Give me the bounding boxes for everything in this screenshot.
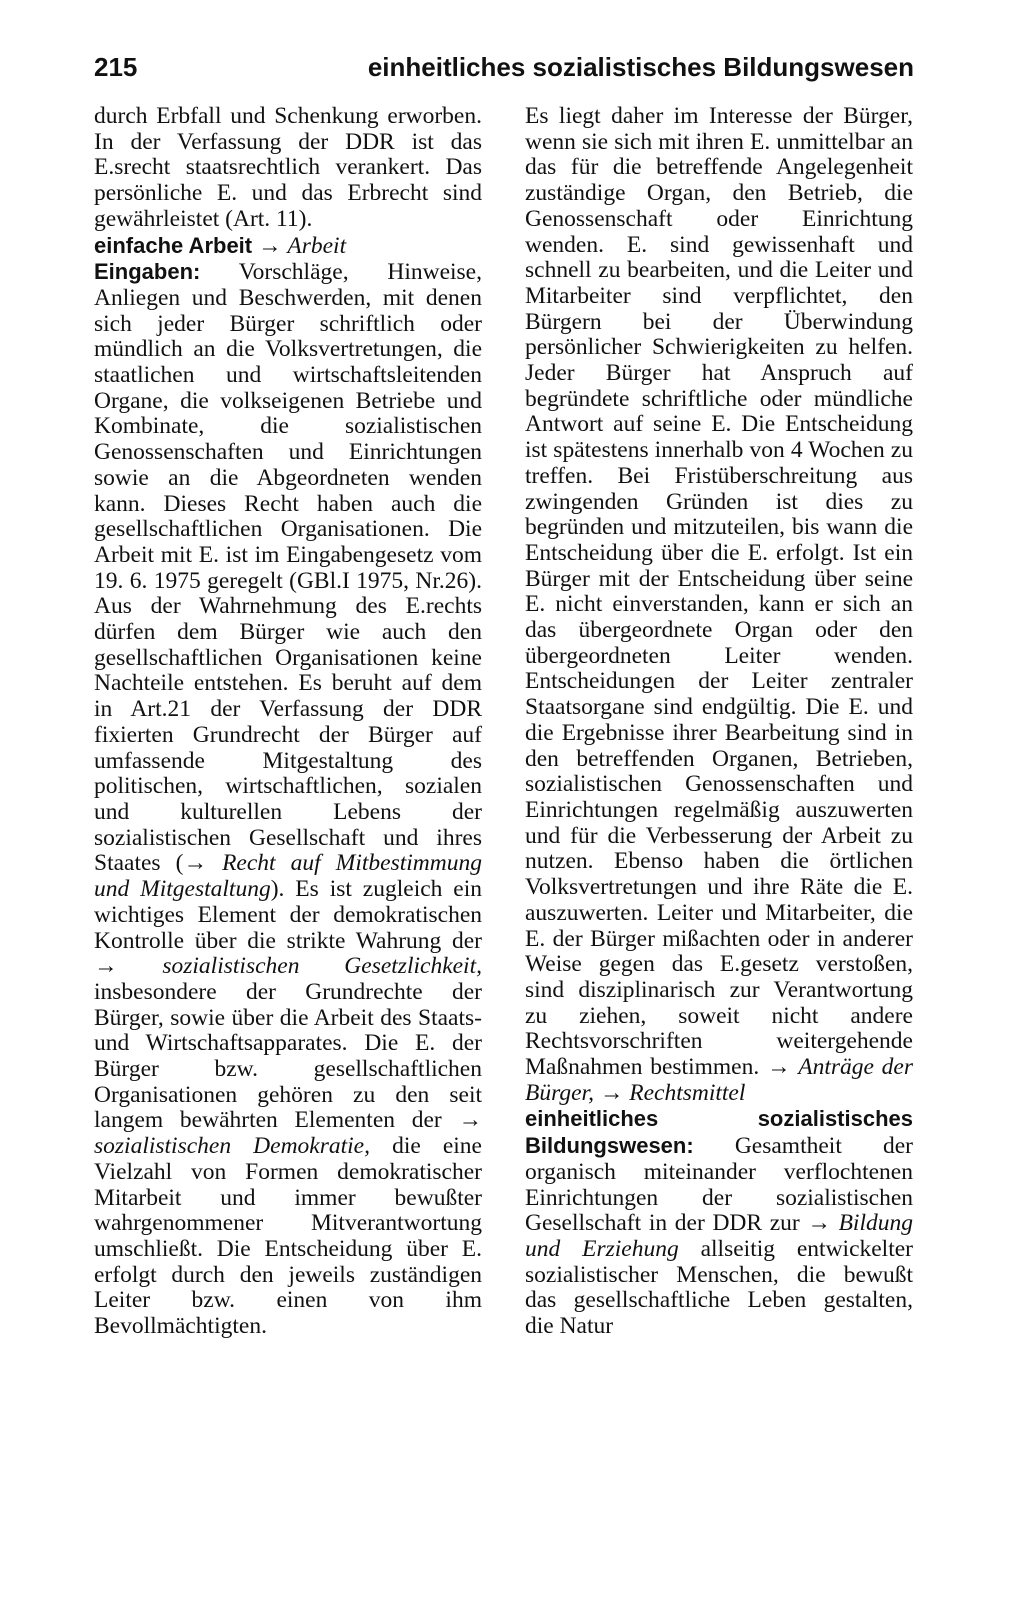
cross-reference-arrow-icon: → <box>458 1107 482 1134</box>
right-column <box>525 104 913 1340</box>
entry-text: ). Es ist zugleich ein wichtiges Element der demokratischen Kontrolle über die strikte Wahrung der <box>94 876 483 954</box>
cross-reference[interactable]: sozialistischen Demokratie, <box>94 1133 370 1160</box>
cross-reference[interactable]: Bildung und Erziehung <box>525 1210 913 1262</box>
entry-text: insbesondere der Grundrechte der Bürger, sowie über die Arbeit des Staats- und Wirtschaftsapparates. Die E. der Bürger bzw. gesellschaftlichen Organisationen gehören zu den seit langem bewährten Elementen der <box>94 978 482 1134</box>
entry-text: Gesamtheit der organisch miteinander verflochtenen Einrichtungen der sozialistischen Gesellschaft in der DDR zur <box>525 1133 913 1237</box>
page-header <box>94 52 914 92</box>
entry-text: Es liegt daher im Interesse der Bürger, wenn sie sich mit ihren E. unmittelbar an das für die betreffende Angelegenheit zuständige Organ, den Betrieb, die Genossenschaft oder Einrichtung wenden. E. sind gewissenhaft und schnell zu bearbeiten, und die Leiter und Mitarbeiter sind verpflichtet, den Bürgern bei der Überwindung persönlicher Schwierigkeiten zu helfen. Jeder Bürger hat Anspruch auf begründete schriftliche oder mündliche Antwort auf seine E. Die Entscheidung ist spätestens innerhalb von 4 Wochen zu treffen. Bei Fristüberschreitung aus zwingenden Gründen ist dies zu begründen und mitzuteilen, bis wann die Entscheidung über die E. erfolgt. Ist ein Bürger mit der Entscheidung über seine E. nicht einverstanden, kann er sich an das übergeordnete Organ oder den übergeordneten Leiter wenden. Entscheidungen der Leiter zentraler Staatsorgane sind endgültig. Die E. und die Ergebnisse ihrer Bearbeitung sind in den betreffenden Organen, Betrieben, sozialistischen Genossenschaften und Einrichtungen regelmäßig auszuwerten und für die Verbesserung der Arbeit zu nutzen. Ebenso haben die örtlichen Volksvertretungen und ihre Räte die E. auszuwerten. Leiter und Mitarbeiter, die E. der Bürger mißachten oder in anderer Weise gegen das E.gesetz verstoßen, sind disziplinarisch zur Verantwortung zu ziehen, soweit nicht andere Rechtsvorschriften weitergehende Maßnahmen bestimmen. <box>525 103 913 1081</box>
left-column <box>94 104 482 1340</box>
entry-text: allseitig entwickelter sozialistischer Menschen, die bewußt das gesellschaftliche Leben gestalten, die Natur <box>525 1235 913 1340</box>
cross-reference-arrow-icon: → <box>599 1079 630 1106</box>
cross-reference-arrow-icon: → <box>258 232 282 259</box>
entry-eingaben <box>94 259 482 1340</box>
entry-einheitliches-bildungswesen <box>525 1106 913 1339</box>
cross-reference-arrow-icon: → <box>94 953 163 980</box>
cross-reference-arrow-icon: → <box>766 1054 799 1081</box>
cross-reference[interactable]: Arbeit <box>287 232 347 259</box>
entry-lemma: einfache Arbeit <box>94 232 253 258</box>
continued-paragraph <box>525 104 913 1106</box>
entry-lemma: Eingaben: <box>94 259 201 285</box>
entry-text: die eine Vielzahl von Formen demokratischer Mitarbeit und immer bewußter wahrgenommener Mitverantwortung umschließt. Die Entscheidung über E. erfolgt durch den jeweils zuständigen Leiter bzw. einen von ihm Bevollmächtigten. <box>94 1133 482 1340</box>
page-number: 215 <box>94 52 138 82</box>
cross-reference-arrow-icon: → <box>183 850 223 877</box>
running-title: einheitliches sozialistisches Bildungswesen <box>367 52 914 82</box>
cross-reference[interactable]: Rechtsmittel <box>629 1079 746 1106</box>
entry-text: Vorschläge, Hinweise, Anliegen und Beschwerden, mit denen sich jeder Bürger schriftlich oder mündlich an die Volksvertretungen, die staatlichen und wirtschaftsleitenden Organe, die volkseigenen Betriebe und Kombinate, die sozialistischen Genossenschaften und Einrichtungen sowie an die Abgeordneten wenden kann. Dieses Recht haben auch die gesellschaftlichen Organisationen. Die Arbeit mit E. ist im Eingabengesetz vom 19. 6. 1975 geregelt (GBl.I 1975, Nr.26). Aus der Wahrnehmung des E.rechts dürfen dem Bürger wie auch den gesellschaftlichen Organisationen keine Nachteile entstehen. Es beruht auf dem in Art.21 der Verfassung der DDR fixierten Grundrecht der Bürger auf umfassende Mitgestaltung des politischen, wirtschaftlichen, sozialen und kulturellen Lebens der sozialistischen Gesellschaft und ihres Staates ( <box>94 259 482 877</box>
entry-einfache-arbeit <box>94 233 482 260</box>
entry-lemma: einheitliches sozialistisches Bildungswesen: <box>525 1106 913 1159</box>
continued-paragraph: durch Erbfall und Schenkung erworben. In der Verfassung der DDR ist das E.srecht staatsrechtlich verankert. Das persönliche E. und das Erbrecht sind gewährleistet (Art. 11). <box>94 103 482 232</box>
cross-reference[interactable]: Anträge der Bürger, <box>525 1054 913 1106</box>
cross-reference-arrow-icon: → <box>807 1210 839 1237</box>
cross-reference[interactable]: sozialistischen Gesetzlichkeit, <box>162 953 482 980</box>
cross-reference[interactable]: Recht auf Mitbestimmung und Mitgestaltung <box>94 850 482 903</box>
